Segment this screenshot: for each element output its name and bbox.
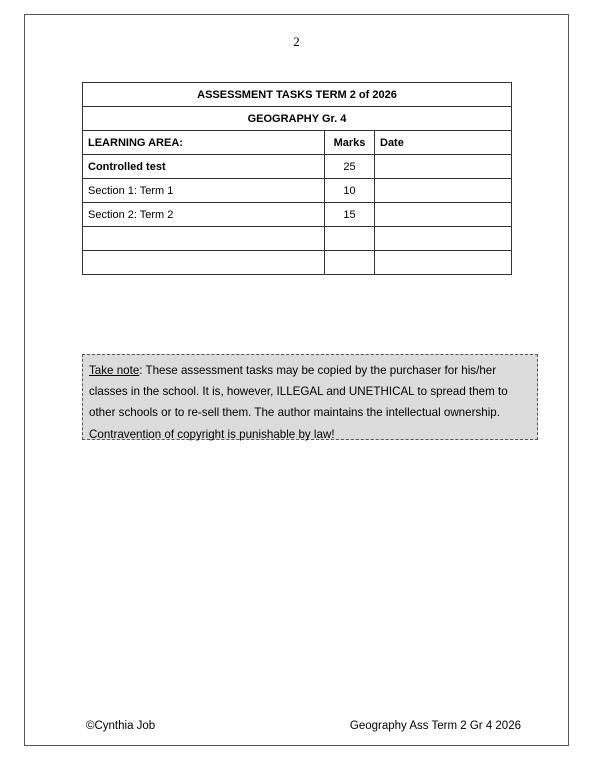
row-area: Controlled test [83,155,325,179]
header-date: Date [375,131,512,155]
page-number: 2 [293,34,300,49]
row-date [375,227,512,251]
copyright-note [82,354,538,440]
table-subtitle-row [83,107,512,131]
table-row [83,251,512,275]
row-marks [325,227,375,251]
table-title: ASSESSMENT TASKS TERM 2 of 2026 [83,83,512,107]
table-subtitle: GEOGRAPHY Gr. 4 [83,107,512,131]
table-row [83,227,512,251]
row-area [83,227,325,251]
row-area: Section 1: Term 1 [83,179,325,203]
row-marks [325,251,375,275]
footer-author: ©Cynthia Job [86,720,156,732]
header-marks: Marks [325,131,375,155]
row-marks: 15 [325,203,375,227]
footer-document-title: Geography Ass Term 2 Gr 4 2026 [349,720,521,732]
note-label: Take note [89,364,140,377]
row-date [375,179,512,203]
table-row [83,179,512,203]
row-date [375,155,512,179]
table-title-row [83,83,512,107]
row-area: Section 2: Term 2 [83,203,325,227]
table-row [83,203,512,227]
note-text: : These assessment tasks may be copied by the purchaser for his/her classes in the school. It is, however, ILLEGAL and UNETHICAL to spread them to other schools or to re-sell them. The author maintains the intellectual ownership. Contravention of copyright is punishable by law! [89,364,508,441]
table-header-row [83,131,512,155]
row-area [83,251,325,275]
table-row [83,155,512,179]
row-date [375,251,512,275]
assessment-table [82,82,512,275]
header-learning-area: LEARNING AREA: [83,131,325,155]
row-date [375,203,512,227]
row-marks: 10 [325,179,375,203]
row-marks: 25 [325,155,375,179]
